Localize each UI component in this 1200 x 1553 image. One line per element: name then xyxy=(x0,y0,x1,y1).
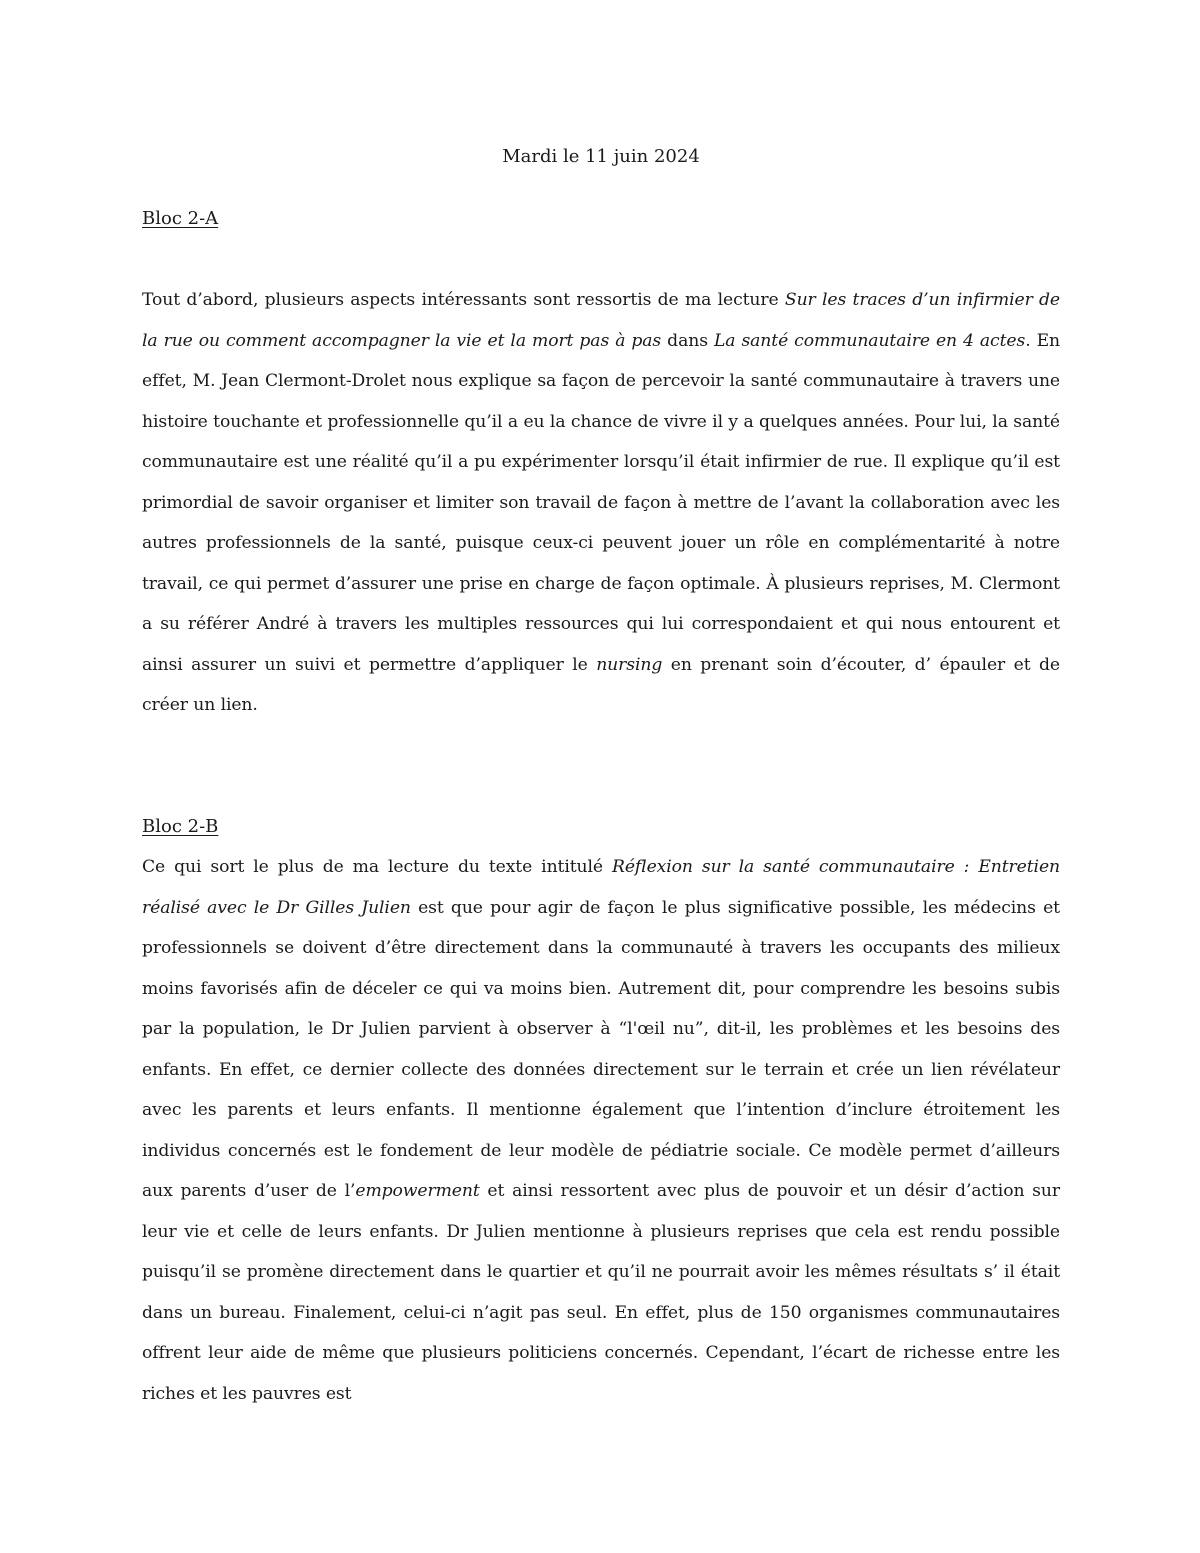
book-title-italic: La santé communautaire en 4 actes xyxy=(713,330,1026,351)
document-page xyxy=(142,0,1060,1553)
text-run: est que pour agir de façon le plus significative possible, les médecins et professionnels se doivent d’être directement dans la communauté à travers les occupants des milieux moins favorisés afin de déceler ce qui va moins bien. Autrement dit, pour comprendre les besoins subis par la population, le Dr Julien parvient à observer à “l'œil nu”, dit-il, les problèmes et les besoins des enfants. En effet, ce dernier collecte des données directement sur le terrain et crée un lien révélateur avec les parents et leurs enfants. Il mentionne également que l’intention d’inclure étroitement les individus concernés est le fondement de leur modèle de pédiatrie sociale. Ce modèle permet d’ailleurs aux parents d’user de l’ xyxy=(142,897,1060,1201)
paragraph-bloc-2a xyxy=(142,280,1060,726)
article-title-italic: Réflexion sur la santé communautaire : Entretien réalisé avec le Dr Gilles Julien xyxy=(142,857,1060,918)
term-italic: nursing xyxy=(596,654,663,675)
section-heading-bloc-2b: Bloc 2-B xyxy=(142,816,219,837)
text-run: Ce qui sort le plus de ma lecture du texte intitulé xyxy=(142,857,612,877)
paragraph-bloc-2b xyxy=(142,847,1060,1414)
text-run: dans xyxy=(661,330,714,351)
document-date: Mardi le 11 juin 2024 xyxy=(502,146,700,167)
book-title-italic: Sur les traces d’un infirmier de la rue ou comment accompagner la vie et la mort pas à pas xyxy=(142,290,1060,351)
text-run: en prenant soin d’écouter, d’ épauler et de créer un lien. xyxy=(142,654,1061,715)
section-heading-bloc-2a: Bloc 2-A xyxy=(142,208,219,229)
term-italic: empowerment xyxy=(355,1181,480,1201)
text-run: Tout d’abord, plusieurs aspects intéressants sont ressortis de ma lecture xyxy=(142,290,785,310)
text-run: et ainsi ressortent avec plus de pouvoir et un désir d’action sur leur vie et celle de leurs enfants. Dr Julien mentionne à plusieurs reprises que cela est rendu possible puisqu’il se promène directement dans le quartier et qu’il ne pourrait avoir les mêmes résultats s’ il était dans un bureau. Finalement, celui-ci n’agit pas seul. En effet, plus de 150 organismes communautaires offrent leur aide de même que plusieurs politiciens concernés. Cependant, l’écart de richesse entre les riches et les pauvres est xyxy=(142,1181,1060,1404)
text-run: . En effet, M. Jean Clermont-Drolet nous explique sa façon de percevoir la santé communautaire à travers une histoire touchante et professionnelle qu’il a eu la chance de vivre il y a quelques années. Pour lui, la santé communautaire est une réalité qu’il a pu expérimenter lorsqu’il était infirmier de rue. Il explique qu’il est primordial de savoir organiser et limiter son travail de façon à mettre de l’avant la collaboration avec les autres professionnels de la santé, puisque ceux-ci peuvent jouer un rôle en complémentarité à notre travail, ce qui permet d’assurer une prise en charge de façon optimale. À plusieurs reprises, M. Clermont a su référer André à travers les multiples ressources qui lui correspondaient et qui nous entourent et ainsi assurer un suivi et permettre d’appliquer le xyxy=(142,330,1060,675)
